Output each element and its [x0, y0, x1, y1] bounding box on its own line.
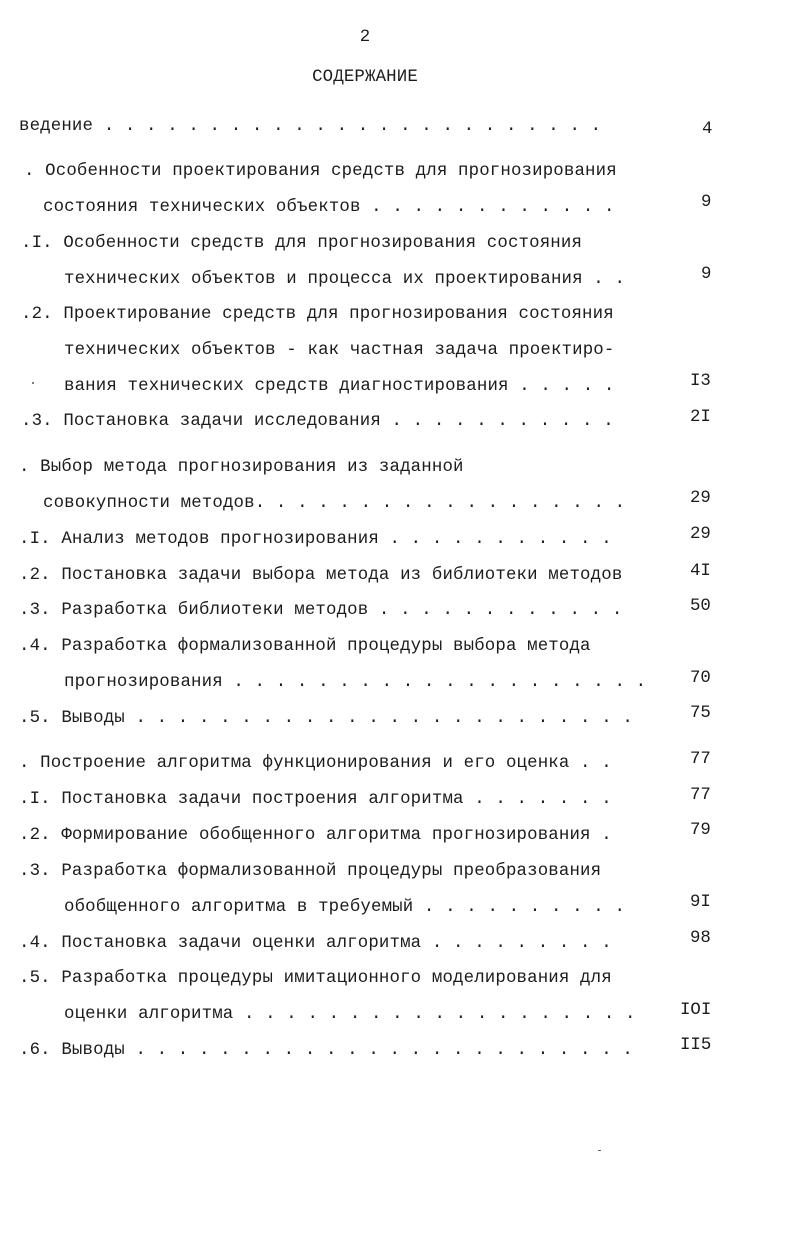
- toc-line: обобщенного алгоритма в требуемый . . . . . . . . . .: [64, 898, 626, 917]
- toc-line: ведение . . . . . . . . . . . . . . . . . . . . . . . .: [19, 117, 602, 136]
- toc-page-number: 9: [701, 193, 712, 212]
- toc-line: совокупности методов. . . . . . . . . . . . . . . . . .: [43, 494, 626, 513]
- toc-line: технических объектов - как частная задача проектиро-: [64, 341, 615, 360]
- toc-line: .2. Проектирование средств для прогнозирования состояния: [21, 305, 614, 324]
- toc-line: . Построение алгоритма функционирования и его оценка . .: [19, 754, 612, 773]
- toc-page-number: I3: [690, 372, 711, 391]
- scan-speck: [598, 1150, 601, 1151]
- toc-page-number: 9I: [690, 893, 711, 912]
- toc-line: .I. Особенности средств для прогнозирования состояния: [21, 234, 583, 253]
- toc-line: состояния технических объектов . . . . . . . . . . . .: [43, 198, 615, 217]
- toc-page-number: 50: [690, 597, 711, 616]
- toc-line: прогнозирования . . . . . . . . . . . . . . . . . . . .: [64, 673, 647, 692]
- toc-line: .3. Постановка задачи исследования . . . . . . . . . . .: [21, 412, 614, 431]
- toc-line: .4. Постановка задачи оценки алгоритма . . . . . . . . .: [19, 934, 612, 953]
- toc-page-number: 9: [701, 265, 712, 284]
- toc-line: .4. Разработка формализованной процедуры выбора метода: [19, 637, 591, 656]
- toc-line: .2. Постановка задачи выбора метода из библиотеки методов: [19, 566, 623, 585]
- toc-page-number: 77: [690, 750, 711, 769]
- toc-line: .3. Разработка формализованной процедуры преобразования: [19, 862, 602, 881]
- toc-line: . Выбор метода прогнозирования из заданной: [19, 458, 464, 477]
- toc-line: .I. Постановка задачи построения алгоритма . . . . . . .: [19, 790, 612, 809]
- toc-line: .5. Разработка процедуры имитационного моделирования для: [19, 969, 612, 988]
- toc-line: .6. Выводы . . . . . . . . . . . . . . . . . . . . . . . .: [19, 1041, 633, 1060]
- page-number: 2: [359, 28, 371, 47]
- toc-line: .3. Разработка библиотеки методов . . . . . . . . . . . .: [19, 601, 623, 620]
- toc-page-number: 2I: [690, 408, 711, 427]
- toc-page-number: 29: [690, 525, 711, 544]
- page-title: СОДЕРЖАНИЕ: [312, 68, 418, 87]
- toc-line: .2. Формирование обобщенного алгоритма прогнозирования .: [19, 826, 612, 845]
- toc-page-number: II5: [680, 1036, 712, 1055]
- toc-line: .5. Выводы . . . . . . . . . . . . . . . . . . . . . . . .: [19, 709, 633, 728]
- toc-page-number: 77: [690, 786, 711, 805]
- toc-page-number: 79: [690, 821, 711, 840]
- toc-line: .I. Анализ методов прогнозирования . . . . . . . . . . .: [19, 530, 612, 549]
- toc-page-number: IOI: [680, 1001, 712, 1020]
- toc-line: технических объектов и процесса их проектирования . .: [64, 270, 626, 289]
- toc-line: оценки алгоритма . . . . . . . . . . . . . . . . . . .: [64, 1005, 636, 1024]
- toc-page-number: 98: [690, 929, 711, 948]
- toc-page-number: 75: [690, 704, 711, 723]
- toc-page-number: 4I: [690, 562, 711, 581]
- toc-page-number: 4: [702, 120, 713, 139]
- toc-page-number: 70: [690, 669, 711, 688]
- toc-line: . Особенности проектирования средств для прогнозирования: [24, 162, 617, 181]
- scan-speck: [32, 382, 34, 384]
- toc-page-number: 29: [690, 489, 711, 508]
- toc-line: вания технических средств диагностирования . . . . .: [64, 377, 615, 396]
